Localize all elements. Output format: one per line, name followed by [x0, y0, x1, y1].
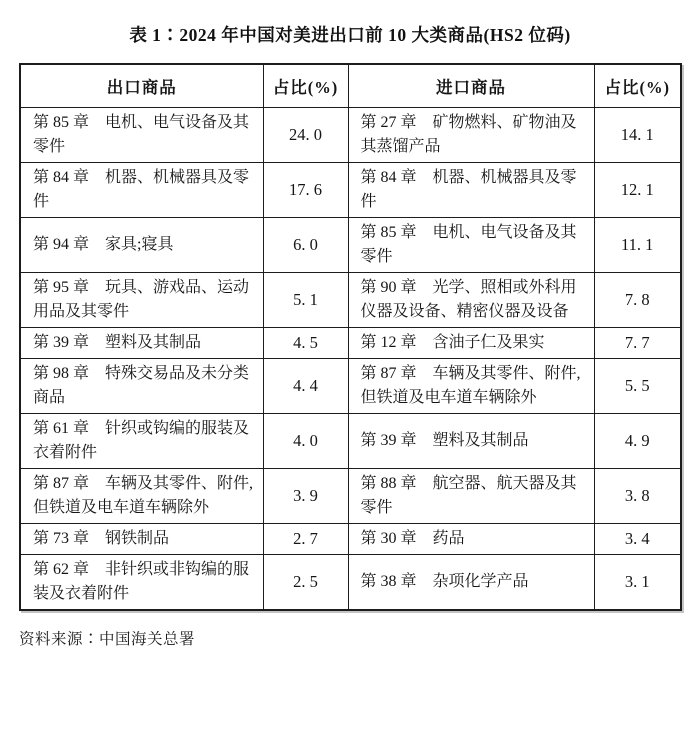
- cell-export-share: 3. 9: [263, 469, 348, 524]
- cell-import-product: 第 88 章 航空器、航天器及其零件: [348, 469, 594, 524]
- table-row: [20, 328, 681, 359]
- cell-export-share: 4. 5: [263, 328, 348, 359]
- cell-export-product: 第 39 章 塑料及其制品: [20, 328, 263, 359]
- cell-export-share: 4. 4: [263, 359, 348, 414]
- table-header-row: [20, 64, 681, 108]
- cell-import-share: 4. 9: [594, 414, 681, 469]
- cell-export-product: 第 73 章 钢铁制品: [20, 524, 263, 555]
- cell-import-product: 第 90 章 光学、照相或外科用仪器及设备、精密仪器及设备: [348, 273, 594, 328]
- table-row: [20, 218, 681, 273]
- table-row: [20, 273, 681, 328]
- col-header-import-product: 进口商品: [348, 64, 594, 108]
- cell-import-share: 7. 8: [594, 273, 681, 328]
- cell-export-product: 第 85 章 电机、电气设备及其零件: [20, 108, 263, 163]
- cell-export-share: 4. 0: [263, 414, 348, 469]
- cell-export-product: 第 61 章 针织或钩编的服装及衣着附件: [20, 414, 263, 469]
- cell-export-share: 17. 6: [263, 163, 348, 218]
- cell-import-share: 3. 1: [594, 555, 681, 611]
- cell-import-product: 第 30 章 药品: [348, 524, 594, 555]
- table-row: [20, 359, 681, 414]
- table-row: [20, 414, 681, 469]
- table-row: [20, 163, 681, 218]
- cell-import-share: 3. 4: [594, 524, 681, 555]
- cell-import-share: 7. 7: [594, 328, 681, 359]
- cell-export-product: 第 87 章 车辆及其零件、附件,但铁道及电车道车辆除外: [20, 469, 263, 524]
- cell-export-share: 24. 0: [263, 108, 348, 163]
- col-header-export-share: 占比(%): [263, 64, 348, 108]
- table-row: [20, 555, 681, 611]
- table-title: 表 1∶2024 年中国对美进出口前 10 大类商品(HS2 位码): [129, 25, 571, 45]
- col-header-import-share: 占比(%): [594, 64, 681, 108]
- cell-import-share: 5. 5: [594, 359, 681, 414]
- table-row: [20, 469, 681, 524]
- cell-export-share: 5. 1: [263, 273, 348, 328]
- cell-import-product: 第 85 章 电机、电气设备及其零件: [348, 218, 594, 273]
- cell-import-product: 第 84 章 机器、机械器具及零件: [348, 163, 594, 218]
- trade-table: [19, 63, 682, 611]
- cell-import-product: 第 38 章 杂项化学产品: [348, 555, 594, 611]
- cell-import-share: 14. 1: [594, 108, 681, 163]
- cell-import-product: 第 87 章 车辆及其零件、附件,但铁道及电车道车辆除外: [348, 359, 594, 414]
- cell-import-product: 第 27 章 矿物燃料、矿物油及其蒸馏产品: [348, 108, 594, 163]
- cell-export-product: 第 95 章 玩具、游戏品、运动用品及其零件: [20, 273, 263, 328]
- cell-export-share: 2. 5: [263, 555, 348, 611]
- cell-export-product: 第 62 章 非针织或非钩编的服装及衣着附件: [20, 555, 263, 611]
- col-header-export-product: 出口商品: [20, 64, 263, 108]
- data-source-note: 资料来源∶中国海关总署: [19, 631, 196, 648]
- cell-export-product: 第 94 章 家具;寝具: [20, 218, 263, 273]
- cell-export-share: 6. 0: [263, 218, 348, 273]
- cell-export-product: 第 84 章 机器、机械器具及零件: [20, 163, 263, 218]
- cell-export-share: 2. 7: [263, 524, 348, 555]
- cell-import-product: 第 12 章 含油子仁及果实: [348, 328, 594, 359]
- cell-import-share: 11. 1: [594, 218, 681, 273]
- table-row: [20, 524, 681, 555]
- cell-import-share: 3. 8: [594, 469, 681, 524]
- table-row: [20, 108, 681, 163]
- cell-import-share: 12. 1: [594, 163, 681, 218]
- cell-export-product: 第 98 章 特殊交易品及未分类商品: [20, 359, 263, 414]
- cell-import-product: 第 39 章 塑料及其制品: [348, 414, 594, 469]
